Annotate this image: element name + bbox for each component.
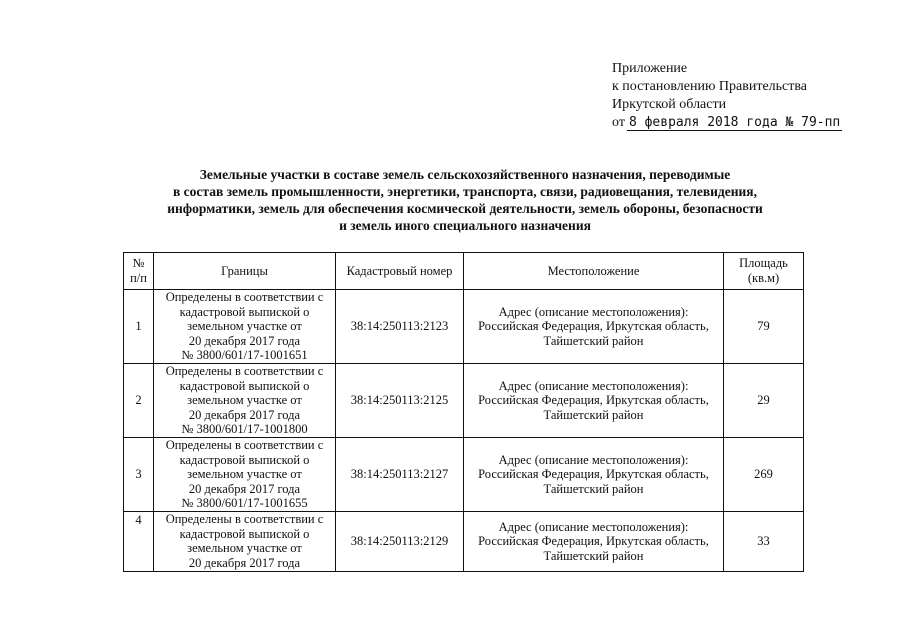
location-line: Адрес (описание местоположения):: [498, 452, 689, 467]
table-row: [124, 511, 804, 571]
location-line: Российская Федерация, Иркутская область,: [478, 467, 709, 482]
cell-location: [464, 511, 724, 571]
location-line: Российская Федерация, Иркутская область,: [478, 319, 709, 334]
cell-cadastral: 38:14:250113:2127: [336, 437, 464, 511]
boundaries-line: Определены в соответствии с: [165, 511, 324, 526]
header-location: Местоположение: [464, 253, 724, 290]
appendix-line-3: Иркутской области: [612, 97, 727, 112]
appendix-date-line: [612, 114, 842, 132]
location-line: Адрес (описание местоположения):: [498, 519, 689, 534]
boundaries-line: Определены в соответствии с: [165, 437, 324, 452]
boundaries-line: № 3800/601/17-1001800: [181, 422, 308, 437]
header-boundaries: Границы: [154, 253, 336, 290]
boundaries-line: кадастровой выпиской о: [179, 452, 310, 467]
cell-area: 33: [724, 511, 804, 571]
table-row: [124, 437, 804, 511]
cell-cadastral: 38:14:250113:2129: [336, 511, 464, 571]
boundaries-line: кадастровой выпиской о: [179, 526, 310, 541]
header-num-line-1: №: [132, 256, 145, 271]
location-line: Тайшетский район: [543, 333, 644, 348]
cell-boundaries: [154, 290, 336, 364]
boundaries-line: 20 декабря 2017 года: [188, 333, 301, 348]
header-cadastral: Кадастровый номер: [336, 253, 464, 290]
location-line: Тайшетский район: [543, 407, 644, 422]
boundaries-line: 20 декабря 2017 года: [188, 555, 301, 570]
cell-boundaries: [154, 363, 336, 437]
location-line: Тайшетский район: [543, 481, 644, 496]
location-line: Адрес (описание местоположения):: [498, 378, 689, 393]
header-num-line-2: п/п: [130, 271, 147, 285]
cell-num: 2: [124, 363, 154, 437]
cell-num: 3: [124, 437, 154, 511]
cell-cadastral: 38:14:250113:2125: [336, 363, 464, 437]
cell-cadastral: 38:14:250113:2123: [336, 290, 464, 364]
table-header-row: [124, 253, 804, 290]
cell-area: 79: [724, 290, 804, 364]
boundaries-line: № 3800/601/17-1001651: [181, 348, 308, 363]
location-line: Тайшетский район: [543, 548, 644, 563]
cell-boundaries: [154, 437, 336, 511]
header-num: [124, 253, 154, 290]
table-row: [124, 363, 804, 437]
boundaries-line: земельном участке от: [187, 467, 302, 482]
appendix-date-prefix: от: [612, 115, 625, 130]
boundaries-line: кадастровой выпиской о: [179, 304, 310, 319]
cell-location: [464, 437, 724, 511]
header-area-line-2: (кв.м): [747, 271, 780, 285]
boundaries-line: Определены в соответствии с: [165, 363, 324, 378]
boundaries-line: земельном участке от: [187, 319, 302, 334]
table-row: [124, 290, 804, 364]
location-line: Российская Федерация, Иркутская область,: [478, 393, 709, 408]
cell-area: 269: [724, 437, 804, 511]
boundaries-line: 20 декабря 2017 года: [188, 481, 301, 496]
table-body: [124, 290, 804, 572]
boundaries-line: 20 декабря 2017 года: [188, 407, 301, 422]
document-title: [120, 166, 810, 234]
title-line-3: информатики, земель для обеспечения космической деятельности, земель обороны, безопасности: [167, 201, 763, 216]
title-line-2: в состав земель промышленности, энергетики, транспорта, связи, радиовещания, телевидения,: [173, 184, 757, 199]
boundaries-line: № 3800/601/17-1001655: [181, 496, 308, 511]
appendix-block: [612, 60, 842, 132]
boundaries-line: земельном участке от: [187, 393, 302, 408]
cell-boundaries: [154, 511, 336, 571]
boundaries-line: Определены в соответствии с: [165, 290, 324, 304]
boundaries-line: кадастровой выпиской о: [179, 378, 310, 393]
cell-location: [464, 363, 724, 437]
cell-area: 29: [724, 363, 804, 437]
cell-num: 4: [124, 511, 154, 571]
boundaries-line: земельном участке от: [187, 541, 302, 556]
location-line: Российская Федерация, Иркутская область,: [478, 534, 709, 549]
title-line-1: Земельные участки в составе земель сельскохозяйственного назначения, переводимые: [199, 167, 731, 182]
cell-num: 1: [124, 290, 154, 364]
header-area-line-1: Площадь: [739, 256, 788, 271]
location-line: Адрес (описание местоположения):: [498, 304, 689, 319]
header-area: [724, 253, 804, 290]
cell-location: [464, 290, 724, 364]
appendix-line-1: Приложение: [612, 61, 688, 76]
parcels-table: [123, 252, 804, 572]
appendix-date-value: 8 февраля 2018 года № 79-пп: [628, 115, 841, 130]
title-line-4: и земель иного специального назначения: [339, 218, 591, 233]
appendix-line-2: к постановлению Правительства: [612, 79, 808, 94]
